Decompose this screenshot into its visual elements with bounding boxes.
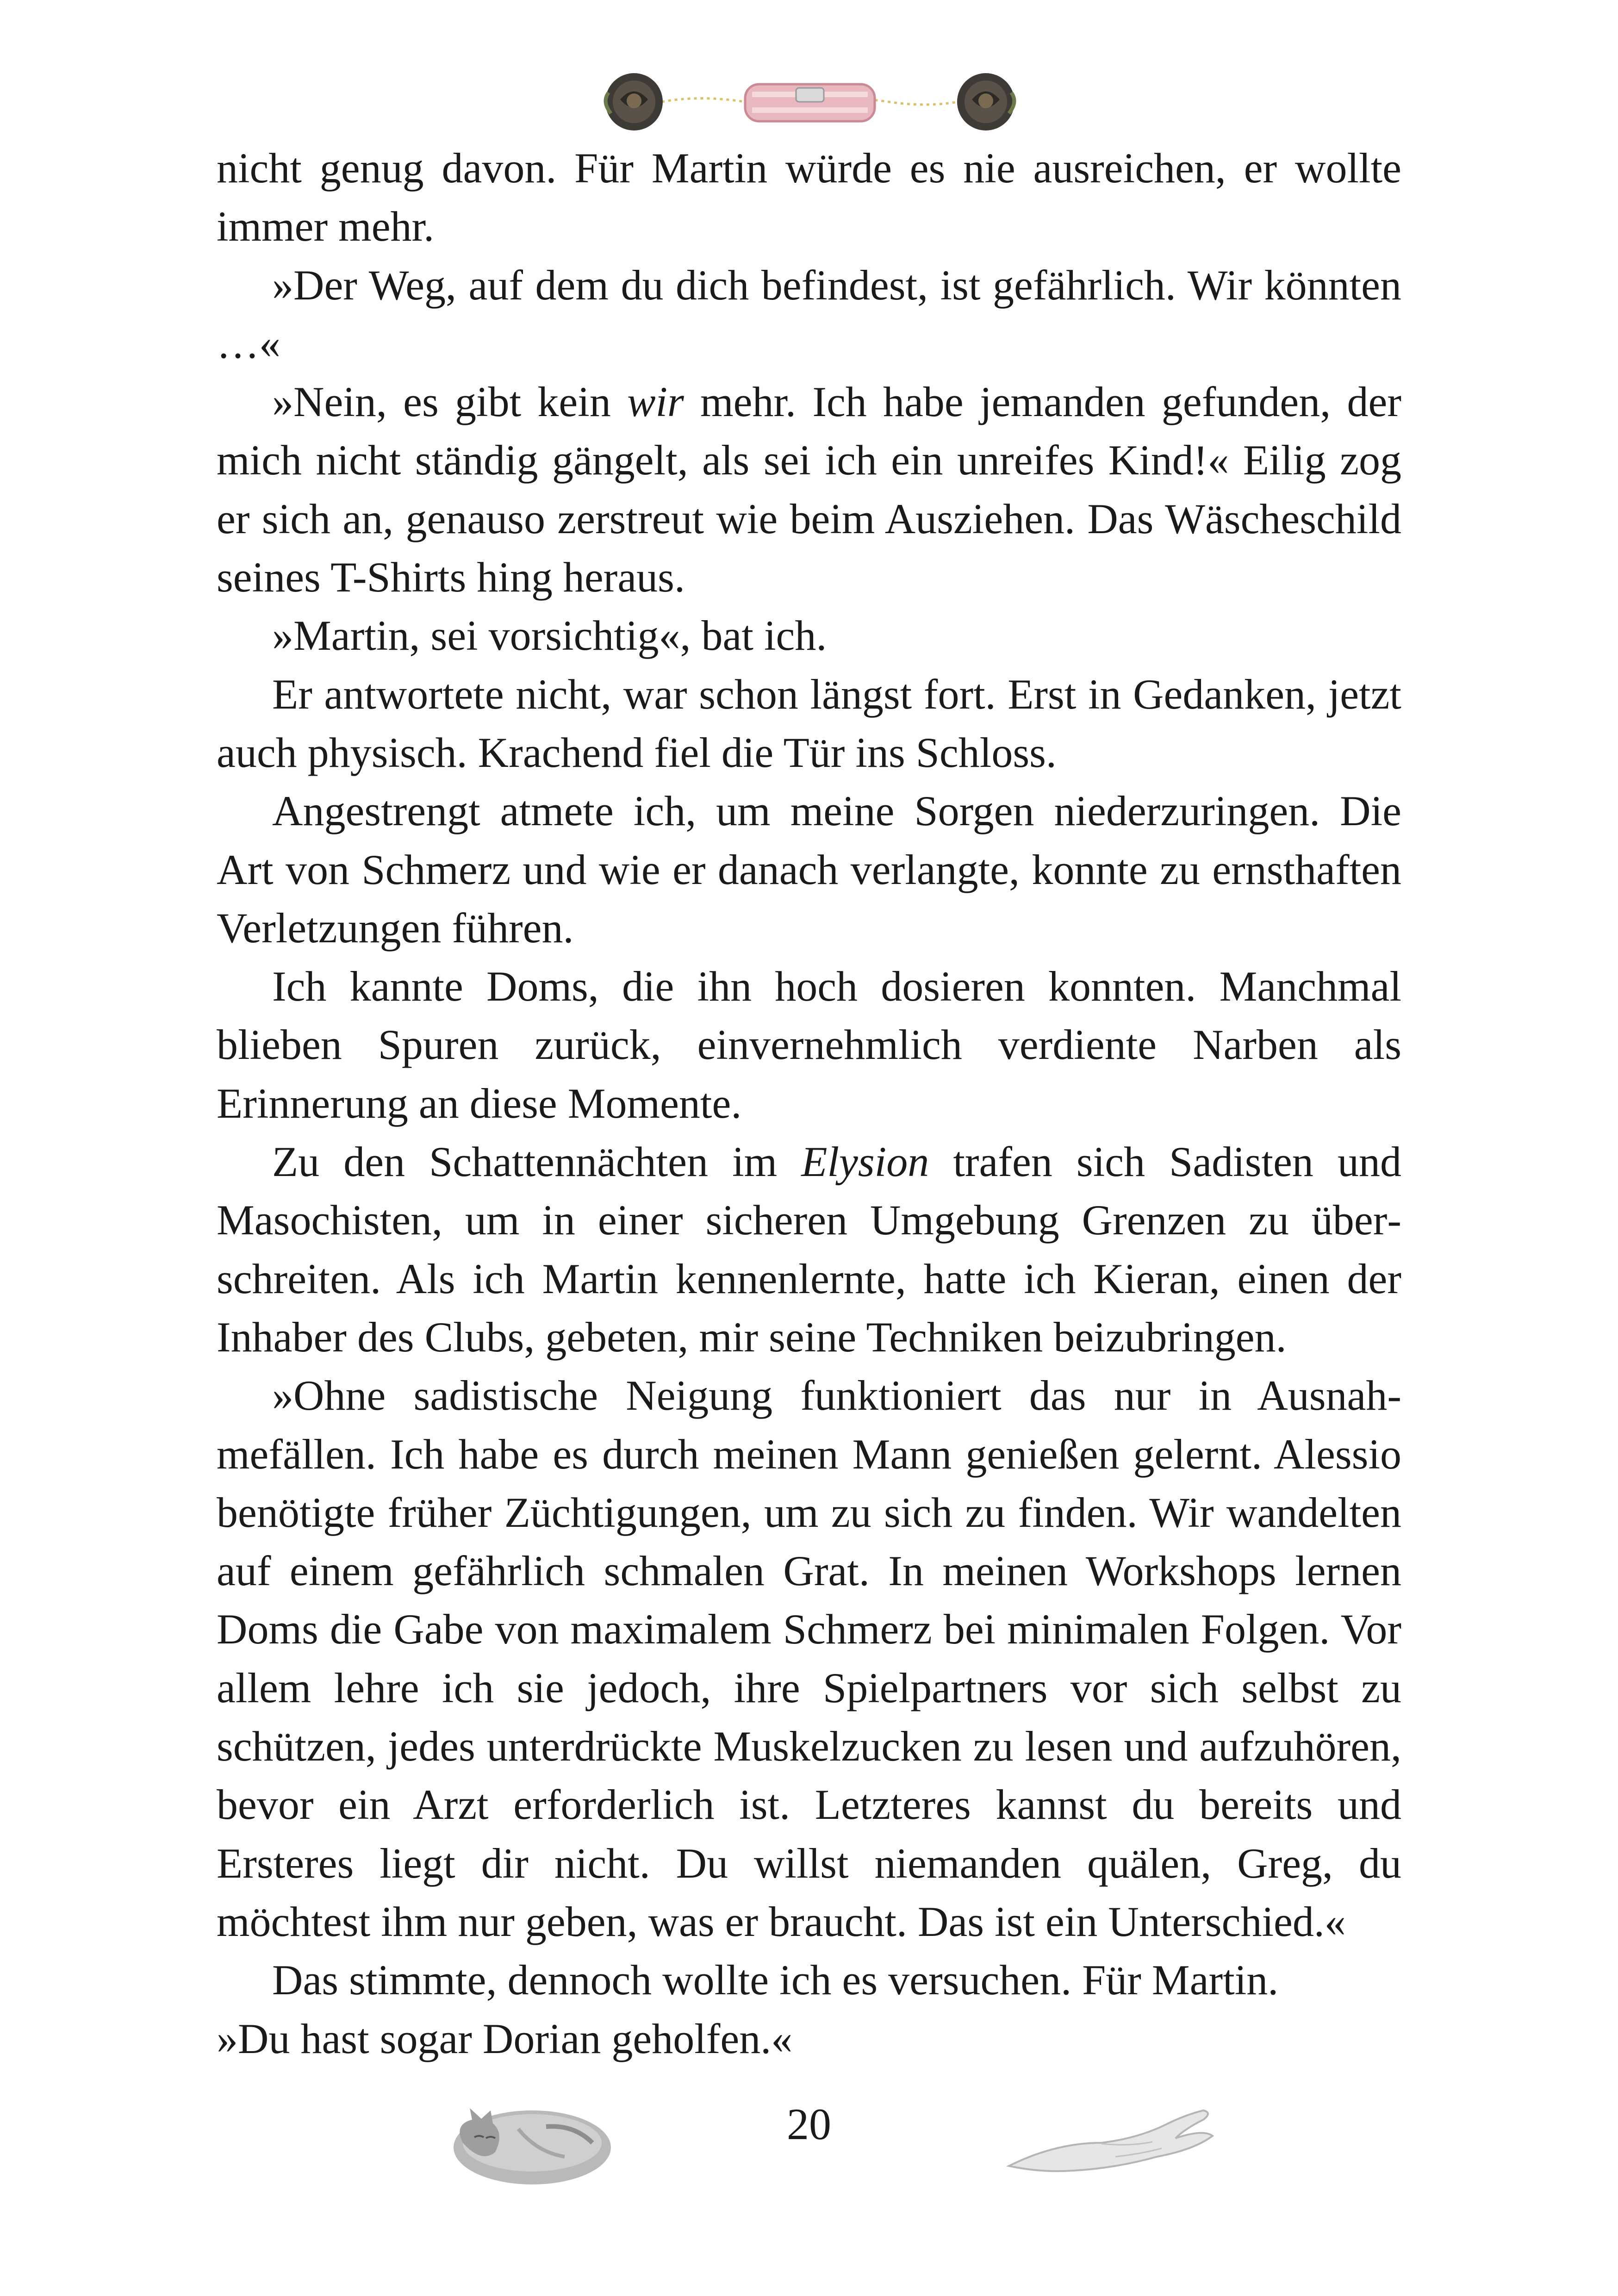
- pink-bracelet-icon: [745, 84, 875, 121]
- paragraph: [217, 665, 1401, 782]
- paragraph: [217, 957, 1401, 1132]
- paragraph: [217, 606, 1401, 665]
- text-run: Zu den Schattennächten im: [272, 1138, 802, 1186]
- text-run: trafen sich Sadisten und Masochisten, um in einer sicheren Umgebung Grenzen zu überschreiten. Als ich Martin kennenlernte, hatte ich Kieran, einen der Inhaber des Clubs, gebeten, mir seine Techniken beizubringen.: [217, 1138, 1401, 1361]
- text-run: »Martin, sei vorsichtig«, bat ich.: [272, 612, 827, 660]
- body-text: [217, 139, 1401, 2068]
- text-run: Angestrengt atmete ich, um meine Sorgen niederzuringen. Die Art von Schmerz und wie er danach verlangte, konnte zu ernsthaften Verletzungen führen.: [217, 787, 1401, 952]
- right-rose-icon: [957, 73, 1014, 131]
- page-number: 20: [787, 2099, 831, 2149]
- sleeping-cat-ornament: [426, 2083, 620, 2189]
- paragraph: [217, 2010, 1401, 2068]
- text-run: »Ohne sadistische Neigung funktioniert das nur in Ausnahmefällen. Ich habe es durch meinen Mann genießen gelernt. Alessio benötigte früher Züchtigungen, um zu sich zu finden. Wir wandelten auf einem gefährlich schmalen Grat. In meinen Workshops lernen Doms die Gabe von maximalem Schmerz bei minimalen Folgen. Vor allem lehre ich sie jedoch, ihre Spielpartners vor sich selbst zu schützen, jedes unterdrückte Muskelzucken zu lesen und aufzuhören, bevor ein Arzt erforderlich ist. Letzteres kannst du bereits und Ersteres liegt dir nicht. Du willst niemanden quälen, Greg, du möchtest ihm nur geben, was er braucht. Das ist ein Unterschied.«: [217, 1372, 1401, 1945]
- left-rose-icon: [605, 73, 663, 131]
- text-run: Er antwortete nicht, war schon längst fort. Erst in Gedanken, jetzt auch physisch. Krachend fiel die Tür ins Schloss.: [217, 670, 1401, 776]
- text-run: »Du hast sogar Dorian geholfen.«: [217, 2015, 793, 2062]
- italic-text: Elysion: [801, 1138, 929, 1186]
- paragraph: [217, 373, 1401, 606]
- paragraph: [217, 1951, 1401, 2009]
- italic-text: wir: [627, 378, 684, 426]
- paragraph: [217, 1366, 1401, 1951]
- paragraph: [217, 1132, 1401, 1366]
- open-hand-ornament: [1000, 2092, 1222, 2184]
- text-run: nicht genug davon. Für Martin würde es nie ausreichen, er wollte immer mehr.: [217, 144, 1401, 250]
- paragraph: [217, 782, 1401, 957]
- text-run: mehr. Ich habe jemanden gefunden, der mich nicht ständig gängelt, als sei ich ein unreifes Kind!« Eilig zog er sich an, genauso zerstreut wie beim Ausziehen. Das Wäscheschild seines T-Shirts hing heraus.: [217, 378, 1401, 601]
- paragraph: [217, 256, 1401, 373]
- text-run: Ich kannte Doms, die ihn hoch dosieren konnten. Manchmal blieben Spuren zurück, einvernehmlich verdiente Narben als Erinnerung an diese Momente.: [217, 963, 1401, 1127]
- paragraph: [217, 139, 1401, 256]
- text-run: »Der Weg, auf dem du dich befindest, ist gefährlich. Wir könnten …«: [217, 261, 1401, 367]
- text-run: Das stimmte, dennoch wollte ich es versuchen. Für Martin.: [272, 1956, 1279, 2004]
- text-run: »Nein, es gibt kein: [272, 378, 628, 426]
- rose-bracelet-ornament: [592, 56, 1027, 148]
